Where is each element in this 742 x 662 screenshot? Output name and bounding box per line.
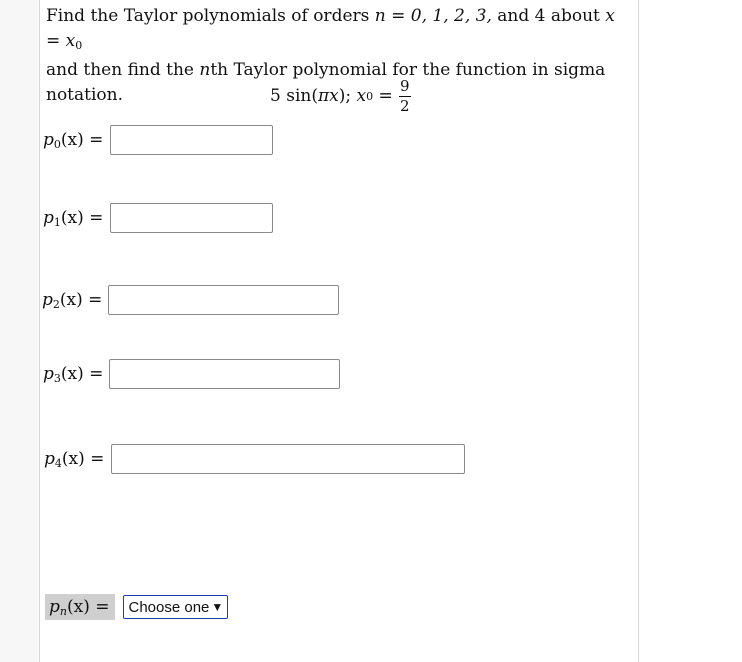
p4-argument: (x) = — [61, 449, 105, 469]
equals-sign: = — [378, 86, 393, 106]
p0-label — [43, 125, 103, 155]
p1-symbol: p — [43, 208, 54, 228]
select-value: Choose one — [128, 598, 210, 616]
fraction-numerator: 9 — [399, 76, 410, 95]
orders-math: n = 0, 1, 2, 3, — [374, 6, 492, 26]
nth-math: n — [199, 60, 211, 80]
pn-argument: (x) = — [66, 597, 110, 617]
p0-argument: (x) = — [60, 130, 104, 150]
p2-input[interactable] — [108, 285, 339, 315]
p1-argument: (x) = — [60, 208, 104, 228]
x0-variable: x — [356, 86, 367, 106]
x0-subscript: 0 — [366, 89, 374, 103]
p3-symbol: p — [43, 364, 54, 384]
fraction — [399, 77, 411, 116]
function-variable: πx — [317, 86, 339, 106]
p1-input[interactable] — [110, 203, 273, 233]
p0-input[interactable] — [110, 125, 273, 155]
p3-argument: (x) = — [60, 364, 104, 384]
p4-input[interactable] — [111, 444, 465, 474]
p1-subscript: 1 — [53, 216, 61, 229]
left-margin-strip — [0, 0, 39, 662]
pn-symbol: p — [49, 597, 60, 617]
triangle-down-icon: ▼ — [211, 600, 224, 614]
p3-input[interactable] — [109, 359, 340, 389]
pn-choose-select[interactable] — [123, 595, 228, 619]
problem-text-line2: and then find the — [46, 60, 200, 80]
problem-text-line1: Find the Taylor polynomials of orders — [46, 6, 375, 26]
p2-label — [42, 285, 102, 315]
p3-label — [43, 359, 103, 389]
p4-label — [44, 444, 104, 474]
p4-subscript: 4 — [54, 457, 62, 470]
problem-text-line2-rest: th Taylor polynomial for the function in sigma — [210, 60, 606, 80]
pn-label — [45, 594, 115, 620]
p2-subscript: 2 — [52, 298, 60, 311]
function-equation — [270, 74, 411, 118]
problem-text-line3: notation. — [46, 84, 124, 105]
p0-symbol: p — [43, 130, 54, 150]
problem-text-mid: and 4 about — [491, 6, 606, 26]
function-close: ); — [338, 86, 352, 106]
p2-argument: (x) = — [59, 290, 103, 310]
function-name: 5 sin( — [270, 86, 318, 106]
p0-subscript: 0 — [53, 138, 61, 151]
fraction-denominator: 2 — [399, 96, 410, 115]
point-subscript: 0 — [75, 38, 83, 52]
pn-subscript: n — [59, 605, 67, 618]
p2-symbol: p — [42, 290, 53, 310]
pn-row — [45, 594, 228, 620]
p1-label — [43, 203, 103, 233]
point-math: x = x — [46, 6, 615, 51]
p4-symbol: p — [44, 449, 55, 469]
p3-subscript: 3 — [53, 372, 61, 385]
